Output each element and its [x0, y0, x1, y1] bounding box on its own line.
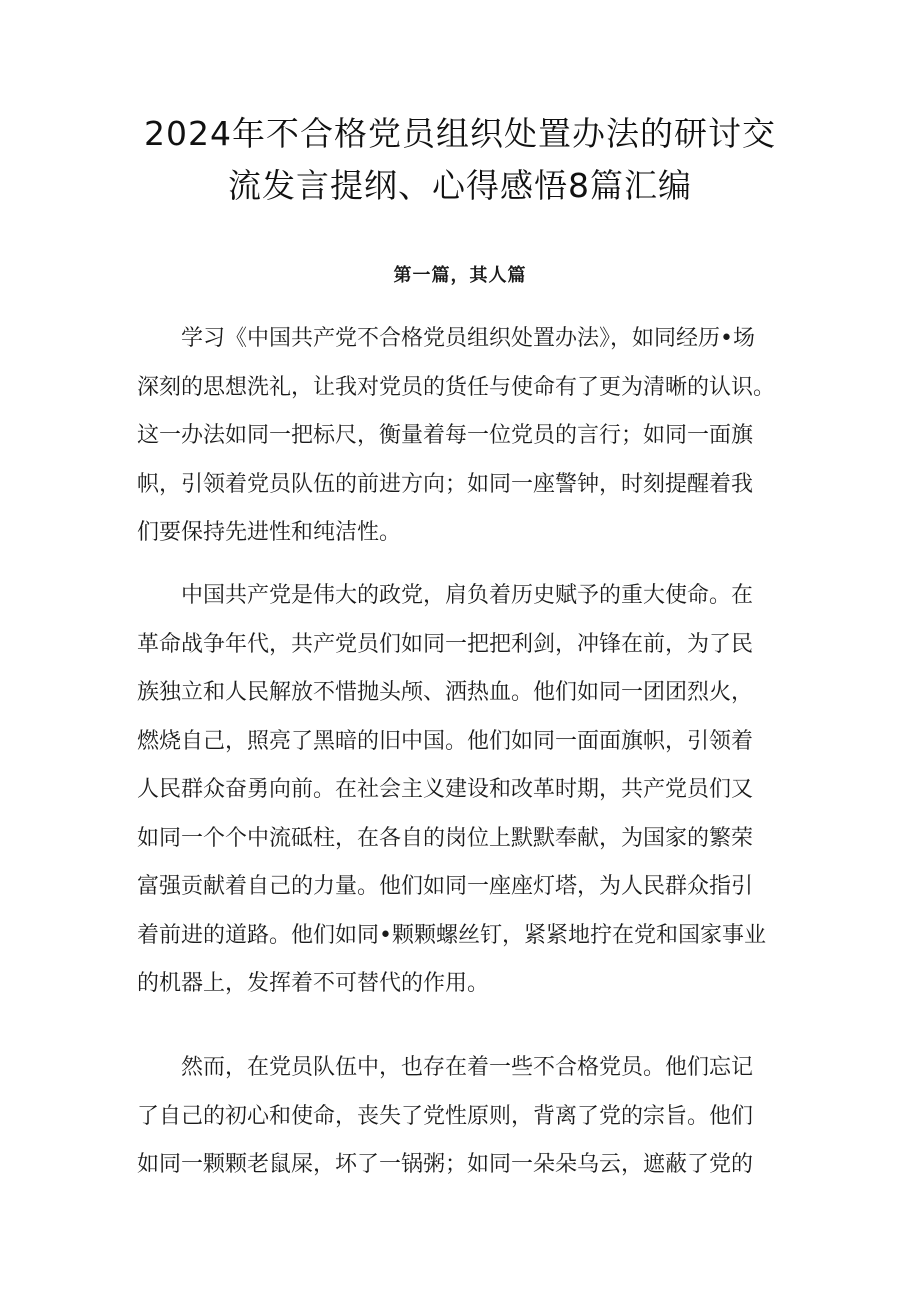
paragraph-line: 中国共产党是伟大的政党，肩负着历史赋予的重大使命。在	[137, 583, 754, 608]
paragraph-line: 富强贡献着自己的力量。他们如同一座座灯塔，为人民群众指引	[137, 874, 754, 899]
paragraph-line: 如同一个个中流砥柱，在各自的岗位上默默奉献，为国家的繁荣	[137, 825, 754, 851]
paragraph-line: 深刻的思想洗礼，让我对党员的货任与使命有了更为清晰的认识。	[137, 374, 776, 400]
paragraph-line: 着前进的道路。他们如同•颗颗螺丝钉，紧紧地拧在党和国家事业	[137, 922, 766, 948]
paragraph-line: 革命战争年代，共产党员们如同一把把利剑，冲锋在前，为了民	[137, 631, 754, 657]
paragraph-line: 学习《中国共产党不合格党员组织处置办法》，如同经历•场	[137, 326, 755, 351]
paragraph-line: 然而，在党员队伍中，也存在着一些不合格党员。他们忘记	[137, 1055, 754, 1080]
paragraph-line: 这一办法如同一把标尺，衡量着每一位党员的言行；如同一面旗	[137, 423, 754, 448]
document-title	[100, 108, 820, 212]
paragraph-line: 族独立和人民解放不惜抛头颅、洒热血。他们如同一团团烈火，	[137, 680, 754, 705]
paragraph-line: 人民群众奋勇向前。在社会主义建设和改革时期，共产党员们又	[137, 777, 754, 802]
paragraph-line: 如同一颗颗老鼠屎，坏了一锅粥；如同一朵朵乌云，遮蔽了党的	[137, 1152, 754, 1177]
paragraph-1	[137, 315, 787, 558]
paragraph-3	[137, 1044, 787, 1190]
section-heading: 第一篇，其人篇	[393, 265, 527, 286]
paragraph-line: 了自己的初心和使命，丧失了党性原则，背离了党的宗旨。他们	[137, 1103, 754, 1129]
paragraph-line: 燃烧自己，照亮了黑暗的旧中国。他们如同一面面旗帜，引领着	[137, 728, 754, 754]
paragraph-line: 们要保持先进性和纯洁性。	[137, 520, 402, 545]
title-line-1: 2024年不合格党员组织处置办法的研讨交	[144, 114, 776, 153]
paragraph-line: 的机器上，发挥着不可替代的作用。	[137, 971, 490, 996]
paragraph-line: 帜，引领着党员队伍的前进方向；如同一座警钟，时刻提醒着我	[137, 471, 754, 497]
title-line-2: 流发言提纲、心得感悟8篇汇编	[228, 166, 692, 205]
paragraph-2	[137, 572, 787, 1009]
